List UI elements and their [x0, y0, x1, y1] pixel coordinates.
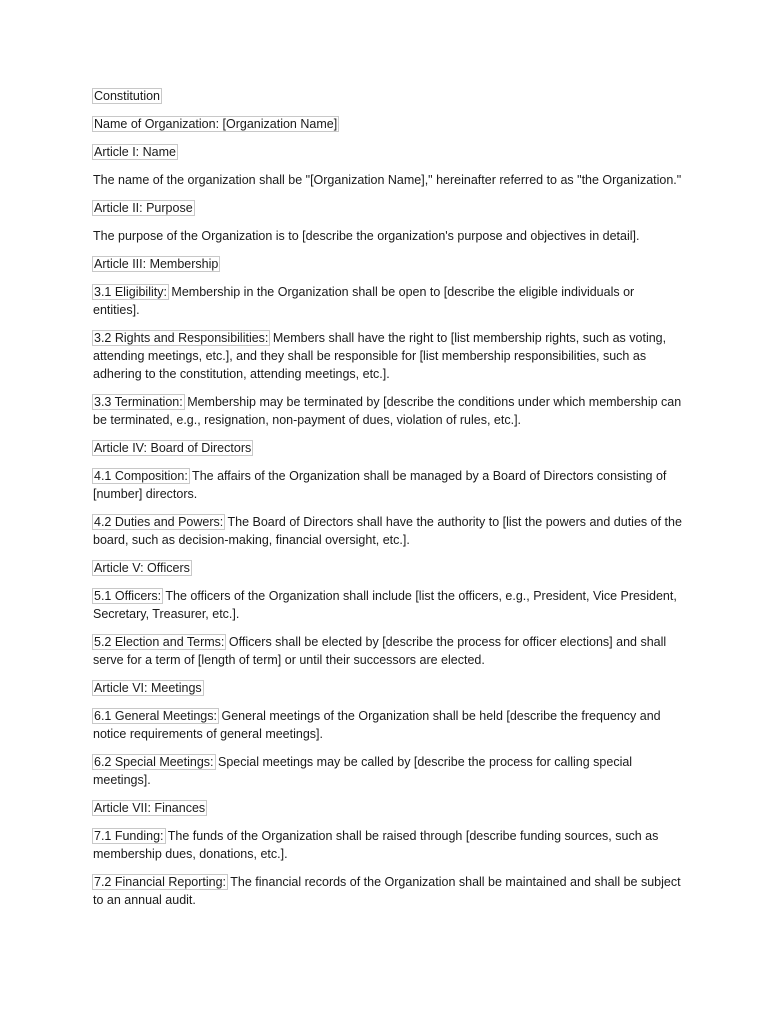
clause-text: General meetings of the Organization shall be held [describe the frequency and notice requirements of general meetings]. — [93, 709, 661, 741]
article-heading-line — [93, 143, 683, 161]
clause-text: Officers shall be elected by [describe the process for officer elections] and shall serve for a term of [length of term] or until their successors are elected. — [93, 635, 667, 667]
clause-text: The purpose of the Organization is to [describe the organization's purpose and objectives in detail]. — [93, 229, 640, 243]
clause-text: The name of the organization shall be "[Organization Name]," hereinafter referred to as "the Organization." — [93, 173, 682, 187]
clause-text: Special meetings may be called by [describe the process for calling special meetings]. — [93, 755, 633, 787]
org-name-line — [93, 115, 683, 133]
clause-label: 7.2 Financial Reporting: — [94, 875, 227, 889]
clause-label: 6.1 General Meetings: — [94, 709, 217, 723]
clause-label: 3.2 Rights and Responsibilities: — [94, 331, 269, 345]
clause-text: The financial records of the Organization shall be maintained and shall be subject to an annual audit. — [93, 875, 681, 907]
org-name-field: Name of Organization: [Organization Name] — [94, 117, 338, 131]
article-paragraph — [93, 227, 683, 245]
article-heading: Article VII: Finances — [94, 801, 206, 815]
article-heading-line — [93, 439, 683, 457]
article-paragraph — [93, 171, 683, 189]
clause-paragraph — [93, 587, 683, 623]
article-heading: Article II: Purpose — [94, 201, 193, 215]
article-heading-line — [93, 799, 683, 817]
clause-label: 4.1 Composition: — [94, 469, 188, 483]
clause-label: 6.2 Special Meetings: — [94, 755, 214, 769]
clause-label: 3.1 Eligibility: — [94, 285, 167, 299]
clause-paragraph — [93, 393, 683, 429]
sections-container — [93, 143, 683, 909]
article-heading-line — [93, 255, 683, 273]
article-heading-line — [93, 199, 683, 217]
clause-text: The funds of the Organization shall be raised through [describe funding sources, such as membership dues, donations, etc.]. — [93, 829, 659, 861]
doc-title-line — [93, 87, 683, 105]
clause-paragraph — [93, 329, 683, 383]
clause-text: Membership in the Organization shall be open to [describe the eligible individuals or entities]. — [93, 285, 635, 317]
doc-title: Constitution — [94, 89, 161, 103]
clause-label: 4.2 Duties and Powers: — [94, 515, 224, 529]
article-heading: Article IV: Board of Directors — [94, 441, 252, 455]
clause-label: 3.3 Termination: — [94, 395, 183, 409]
article-heading-line — [93, 679, 683, 697]
article-heading-line — [93, 559, 683, 577]
clause-label: 5.1 Officers: — [94, 589, 162, 603]
clause-paragraph — [93, 467, 683, 503]
article-heading: Article VI: Meetings — [94, 681, 202, 695]
clause-paragraph — [93, 707, 683, 743]
clause-label: 7.1 Funding: — [94, 829, 164, 843]
clause-paragraph — [93, 753, 683, 789]
clause-text: The officers of the Organization shall include [list the officers, e.g., President, Vice President, Secretary, Treasurer, etc.]. — [93, 589, 677, 621]
clause-text: The Board of Directors shall have the authority to [list the powers and duties of the board, such as decision-making, financial oversight, etc.]. — [93, 515, 682, 547]
clause-paragraph — [93, 283, 683, 319]
article-heading: Article V: Officers — [94, 561, 190, 575]
document-body — [93, 87, 683, 919]
clause-paragraph — [93, 513, 683, 549]
clause-label: 5.2 Election and Terms: — [94, 635, 225, 649]
clause-text: Membership may be terminated by [describe the conditions under which membership can be terminated, e.g., resignation, non-payment of dues, violation of rules, etc.]. — [93, 395, 682, 427]
article-heading: Article III: Membership — [94, 257, 219, 271]
clause-paragraph — [93, 633, 683, 669]
clause-paragraph — [93, 873, 683, 909]
article-heading: Article I: Name — [94, 145, 176, 159]
clause-text: Members shall have the right to [list membership rights, such as voting, attending meetings, etc.], and they shall be responsible for [list membership responsibilities, such as adhering to the constitution, attending meetings, etc.]. — [93, 331, 667, 381]
clause-text: The affairs of the Organization shall be managed by a Board of Directors consisting of [number] directors. — [93, 469, 667, 501]
clause-paragraph — [93, 827, 683, 863]
